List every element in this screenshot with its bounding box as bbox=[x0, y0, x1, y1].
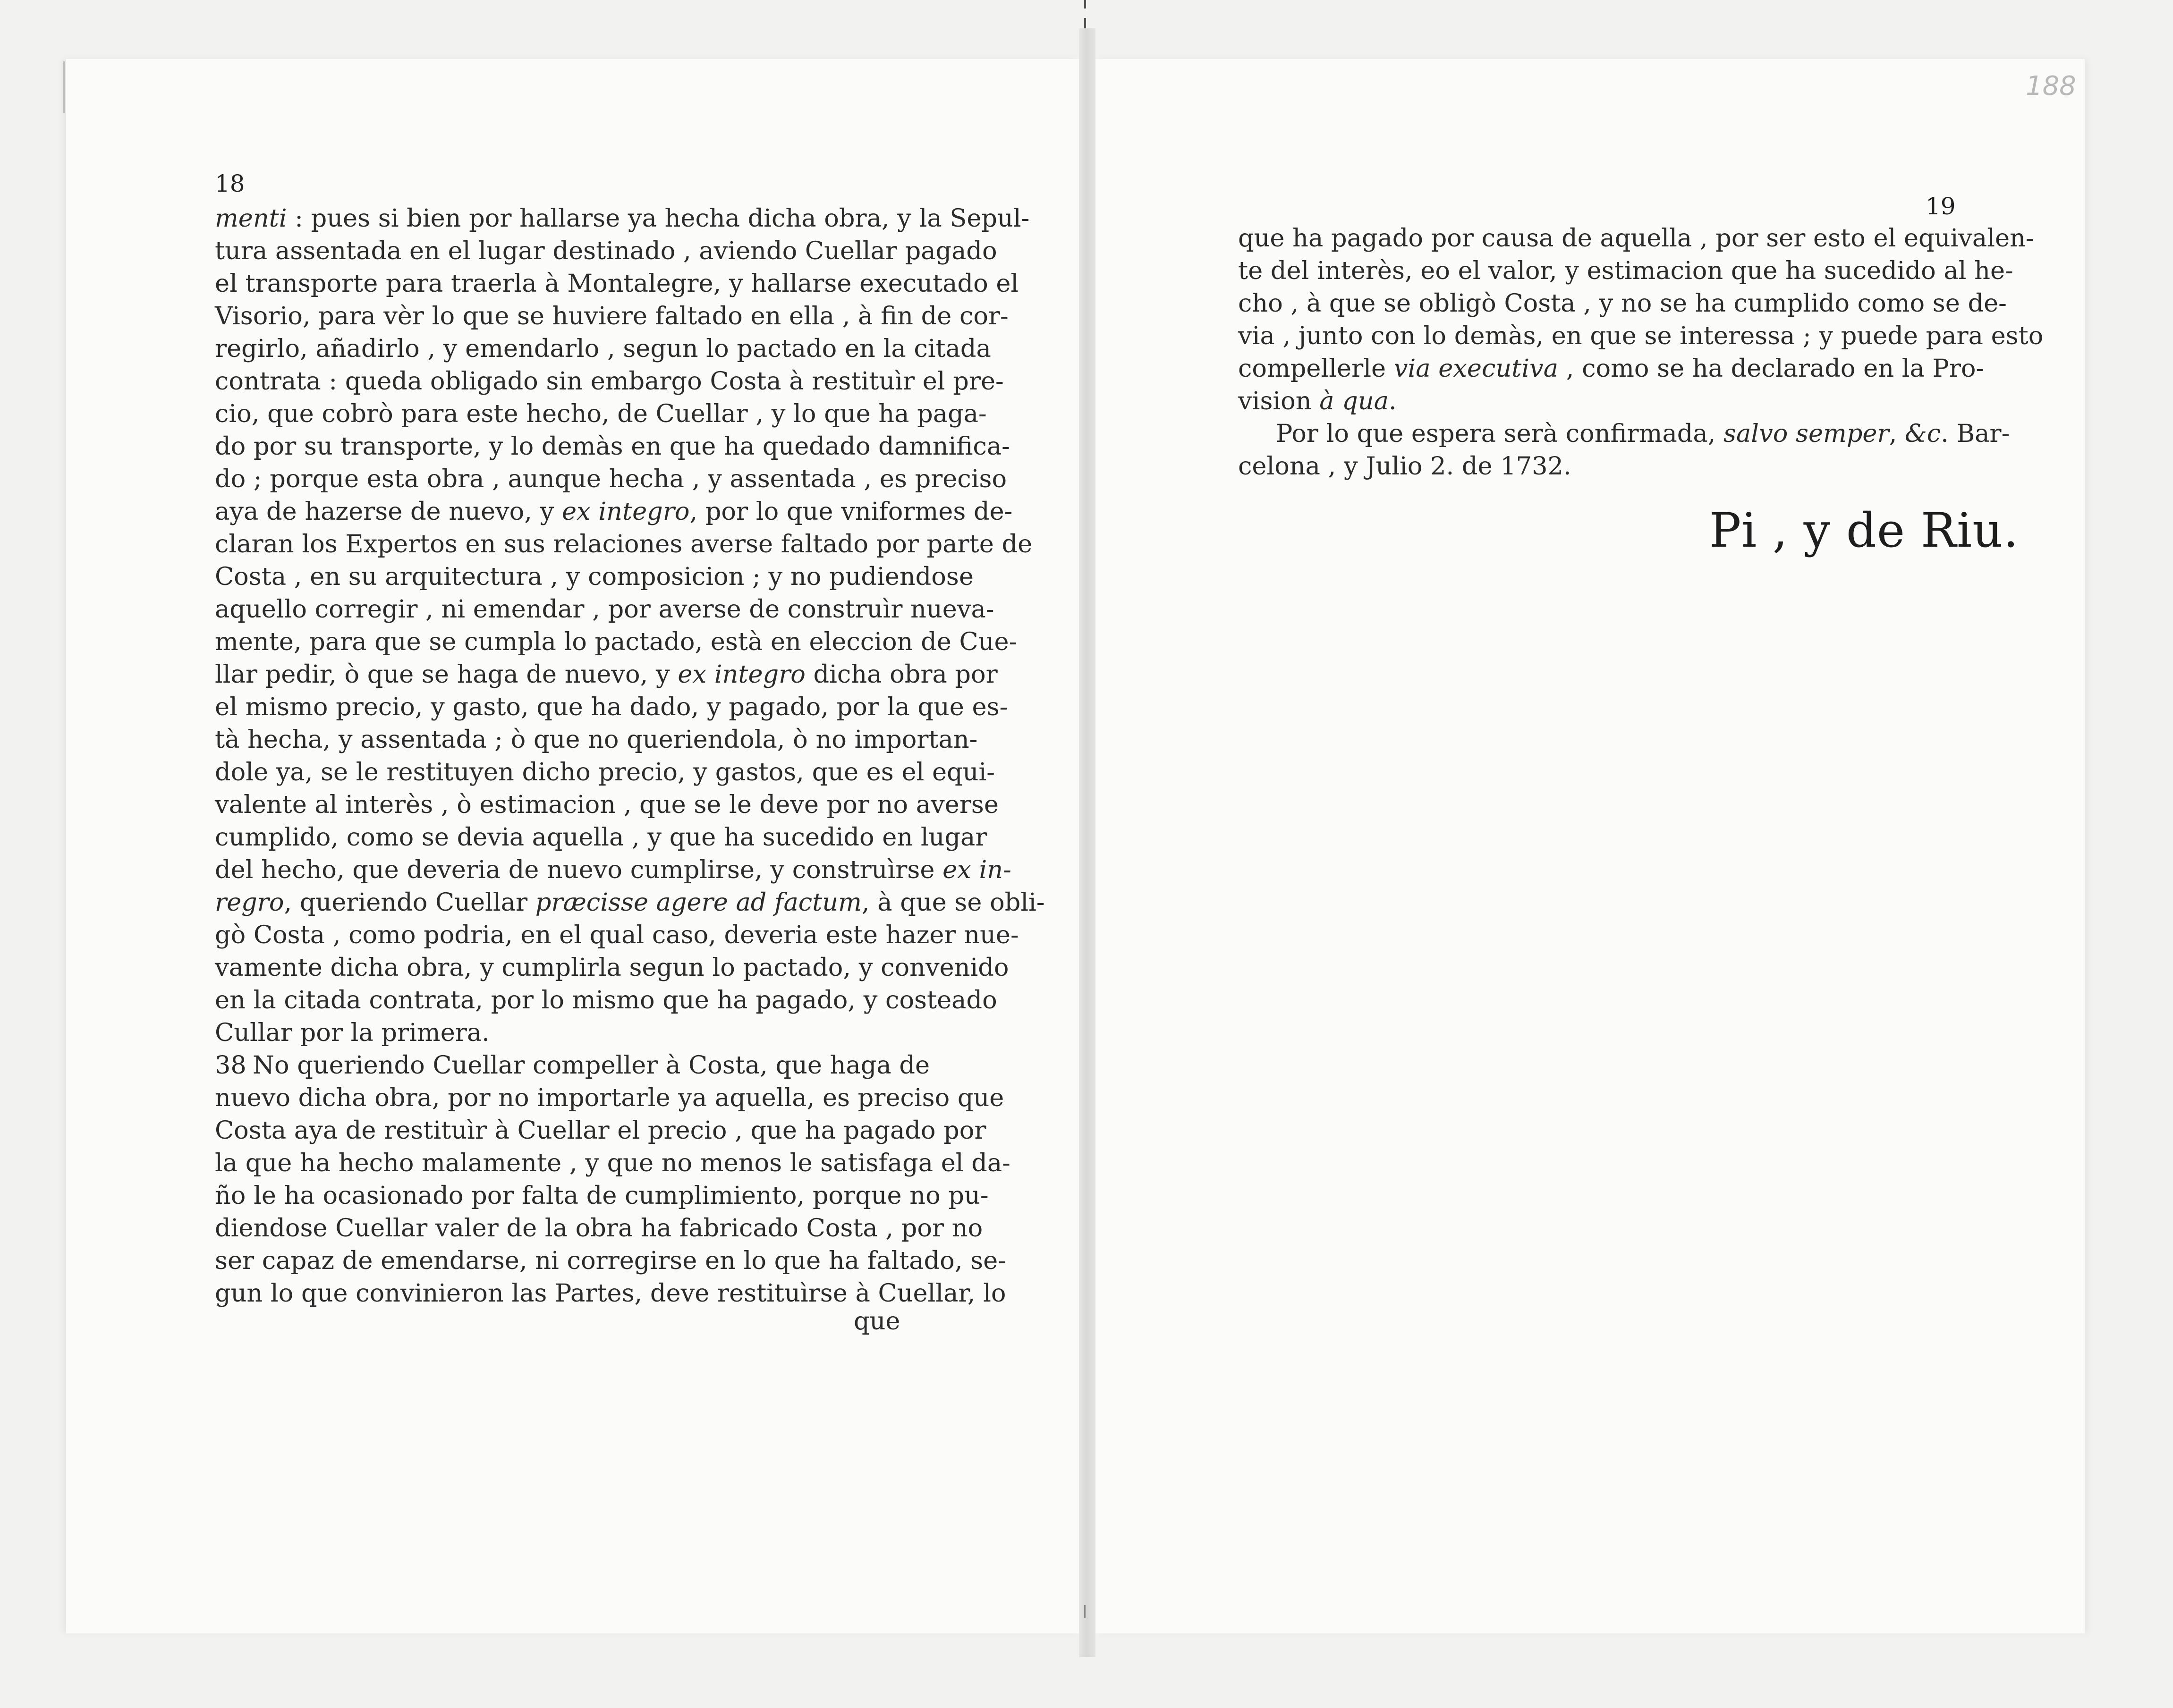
page-edge-tick bbox=[63, 61, 65, 113]
text-segment: Costa , en su arquitectura , y composicion ; y no pudiendose bbox=[215, 562, 974, 591]
text-segment: via , junto con lo demàs, en que se interessa ; y puede para esto bbox=[1238, 321, 2044, 350]
text-segment: dole ya, se le restituyen dicho precio, y gastos, que es el equi- bbox=[215, 758, 995, 786]
text-line bbox=[215, 919, 1019, 951]
text-segment: gun lo que convinieron las Partes, deve restituìrse à Cuellar, lo bbox=[215, 1279, 1006, 1308]
text-segment: nuevo dicha obra, por no importarle ya aquella, es preciso que bbox=[215, 1083, 1004, 1112]
text-segment: te del interès, eo el valor, y estimacion que ha sucedido al he- bbox=[1238, 256, 2013, 285]
text-segment: do ; porque esta obra , aunque hecha , y assentada , es preciso bbox=[215, 465, 1007, 493]
italic-phrase: via executiva bbox=[1393, 354, 1559, 383]
text-segment: el mismo precio, y gasto, que ha dado, y pagado, por la que es- bbox=[215, 693, 1008, 721]
text-segment: la que ha hecho malamente , y que no menos le satisfaga el da- bbox=[215, 1149, 1010, 1177]
text-line bbox=[215, 821, 987, 854]
text-line bbox=[1238, 417, 2010, 450]
text-line bbox=[215, 658, 998, 691]
text-line bbox=[215, 202, 1030, 235]
text-line bbox=[1238, 320, 2044, 352]
text-segment: Costa aya de restituìr à Cuellar el precio , que ha pagado por bbox=[215, 1116, 986, 1145]
text-line bbox=[215, 1179, 989, 1212]
text-line bbox=[215, 756, 995, 788]
text-segment: llar pedir, ò que se haga de nuevo, y bbox=[215, 660, 678, 689]
text-segment: do por su transporte, y lo demàs en que ha quedado damnifica- bbox=[215, 432, 1010, 461]
italic-phrase: ex integro bbox=[678, 660, 806, 689]
text-line bbox=[215, 984, 997, 1016]
text-line bbox=[215, 788, 999, 821]
italic-phrase: salvo semper bbox=[1723, 419, 1889, 448]
text-line bbox=[215, 1082, 1004, 1114]
text-line bbox=[215, 951, 1009, 984]
text-segment: claran los Expertos en sus relaciones averse faltado por parte de bbox=[215, 530, 1033, 558]
text-segment: del hecho, que deveria de nuevo cumplirse, y construìrse bbox=[215, 855, 943, 884]
fold-mark bbox=[1084, 1605, 1086, 1618]
text-segment: en la citada contrata, por lo mismo que ha pagado, y costeado bbox=[215, 986, 997, 1015]
text-line bbox=[215, 397, 987, 430]
text-line bbox=[215, 854, 1011, 886]
text-line bbox=[1238, 352, 1985, 385]
left-page-body bbox=[215, 202, 1045, 1310]
text-line bbox=[215, 430, 1010, 463]
text-segment: regirlo, añadirlo , y emendarlo , segun lo pactado en la citada bbox=[215, 334, 991, 363]
text-line bbox=[215, 528, 1033, 560]
text-line bbox=[215, 332, 991, 365]
folio-mark: 188 bbox=[2026, 71, 2076, 101]
text-segment: cho , à que se obligò Costa , y no se ha cumplido como se de- bbox=[1238, 289, 2007, 318]
text-line bbox=[215, 691, 1008, 723]
text-line bbox=[1238, 385, 1951, 417]
text-segment: aya de hazerse de nuevo, y bbox=[215, 497, 562, 526]
text-segment: : pues si bien por hallarse ya hecha dicha obra, y la Sepul- bbox=[287, 204, 1030, 233]
italic-phrase: menti bbox=[215, 204, 287, 233]
text-line bbox=[215, 1277, 1006, 1310]
text-segment: cumplido, como se devia aquella , y que ha sucedido en lugar bbox=[215, 823, 987, 852]
text-segment: celona , y Julio 2. de 1732. bbox=[1238, 452, 1571, 481]
text-segment: diendose Cuellar valer de la obra ha fabricado Costa , por no bbox=[215, 1214, 983, 1243]
text-segment: gò Costa , como podria, en el qual caso, deveria este hazer nue- bbox=[215, 921, 1019, 949]
text-segment: mente, para que se cumpla lo pactado, està en eleccion de Cue- bbox=[215, 627, 1018, 656]
text-segment: contrata : queda obligado sin embargo Costa à restituìr el pre- bbox=[215, 367, 1004, 396]
text-line bbox=[215, 267, 1019, 300]
text-line bbox=[215, 235, 997, 267]
text-line bbox=[215, 495, 1013, 528]
text-line bbox=[215, 1244, 1006, 1277]
text-line bbox=[215, 1212, 983, 1244]
text-segment: valente al interès , ò estimacion , que se le deve por no averse bbox=[215, 790, 999, 819]
text-line bbox=[215, 626, 1018, 658]
italic-phrase: ex integro bbox=[562, 497, 690, 526]
text-line bbox=[215, 300, 1009, 332]
italic-phrase: &c bbox=[1904, 419, 1941, 448]
text-line bbox=[215, 723, 978, 756]
text-segment: compellerle bbox=[1238, 354, 1394, 383]
signature: Pi , y de Riu. bbox=[1709, 503, 2019, 558]
text-segment: , como se ha declarado en la Pro- bbox=[1558, 354, 1985, 383]
text-segment: tura assentada en el lugar destinado , aviendo Cuellar pagado bbox=[215, 237, 997, 265]
text-line bbox=[215, 1049, 928, 1082]
text-segment: tà hecha, y assentada ; ò que no queriendola, ò no importan- bbox=[215, 725, 978, 754]
text-line bbox=[215, 365, 1004, 397]
catchword: que bbox=[854, 1307, 900, 1336]
text-segment: dicha obra por bbox=[805, 660, 998, 689]
text-line bbox=[1238, 287, 2007, 320]
text-line bbox=[215, 560, 974, 593]
italic-phrase: regro bbox=[215, 888, 284, 917]
book-gutter bbox=[1079, 28, 1095, 1657]
text-segment: ño le ha ocasionado por falta de cumplimiento, porque no pu- bbox=[215, 1181, 989, 1210]
text-segment: vamente dicha obra, y cumplirla segun lo pactado, y convenido bbox=[215, 953, 1009, 982]
right-page-body bbox=[1238, 222, 2044, 482]
text-line bbox=[215, 1016, 928, 1049]
text-segment: Visorio, para vèr lo que se huviere faltado en ella , à fin de cor- bbox=[215, 302, 1009, 330]
text-segment: que ha pagado por causa de aquella , por ser esto el equivalen- bbox=[1238, 224, 2034, 253]
text-segment: vision bbox=[1238, 387, 1320, 415]
text-line bbox=[215, 1147, 1010, 1179]
text-segment: . Bar- bbox=[1941, 419, 2010, 448]
text-segment: , bbox=[1889, 419, 1905, 448]
text-line bbox=[1238, 450, 1951, 482]
text-segment: el transporte para traerla à Montalegre, y hallarse executado el bbox=[215, 269, 1019, 298]
italic-phrase: à qua bbox=[1319, 387, 1389, 415]
text-segment: aquello corregir , ni emendar , por averse de construìr nueva- bbox=[215, 595, 994, 624]
text-segment: , à que se obli- bbox=[861, 888, 1045, 917]
text-line bbox=[215, 593, 994, 626]
text-line bbox=[1238, 222, 2034, 254]
gutter-mark bbox=[1084, 0, 1086, 8]
text-segment: . bbox=[1389, 387, 1397, 415]
text-segment: ser capaz de emendarse, ni corregirse en lo que ha faltado, se- bbox=[215, 1246, 1006, 1275]
text-segment: No queriendo Cuellar compeller à Costa, que haga de bbox=[253, 1051, 930, 1080]
left-page-number: 18 bbox=[215, 170, 245, 197]
italic-phrase: ex in- bbox=[942, 855, 1011, 884]
right-page-number: 19 bbox=[1926, 193, 1956, 220]
gutter-mark bbox=[1084, 18, 1086, 28]
italic-phrase: præcisse agere ad factum bbox=[535, 888, 862, 917]
paragraph-number: 38 bbox=[215, 1051, 246, 1080]
text-line bbox=[215, 1114, 986, 1147]
text-segment: , queriendo Cuellar bbox=[284, 888, 535, 917]
text-segment: Por lo que espera serà confirmada, bbox=[1276, 419, 1724, 448]
text-line bbox=[215, 886, 1045, 919]
text-segment: , por lo que vniformes de- bbox=[689, 497, 1013, 526]
text-segment: cio, que cobrò para este hecho, de Cuellar , y lo que ha paga- bbox=[215, 399, 987, 428]
text-line bbox=[215, 463, 1007, 495]
text-segment: Cullar por la primera. bbox=[215, 1018, 490, 1047]
text-line bbox=[1238, 254, 2013, 287]
